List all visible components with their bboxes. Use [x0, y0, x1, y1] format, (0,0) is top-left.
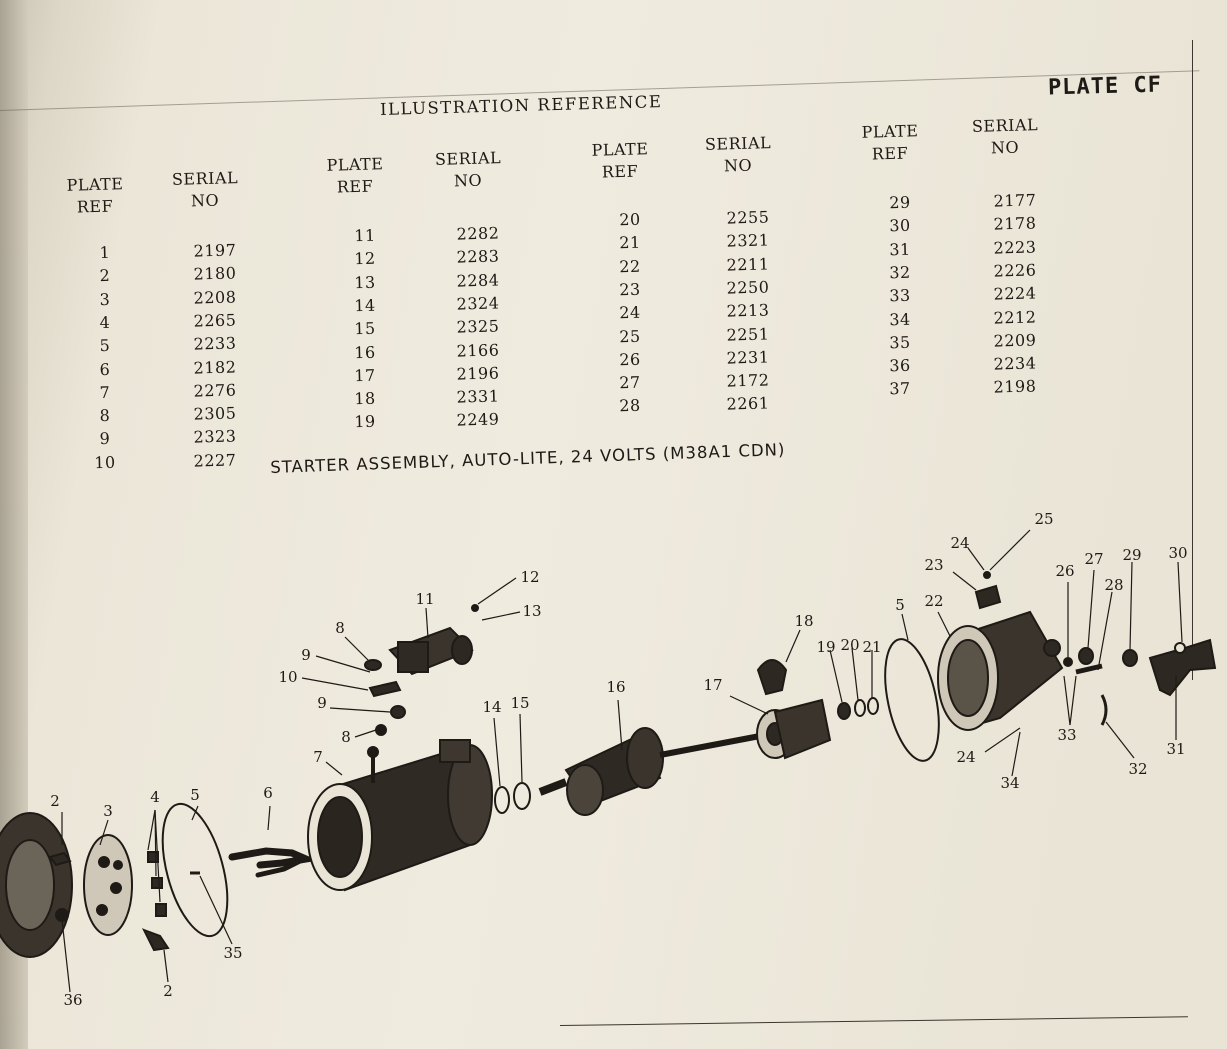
serial-no-cell: 2265 — [193, 310, 237, 331]
serial-no-header: NO — [190, 190, 220, 211]
callout-number: 19 — [816, 638, 836, 656]
serial-no-header: NO — [453, 170, 483, 191]
callout-number: 25 — [1034, 510, 1054, 528]
callout-number: 3 — [103, 802, 113, 820]
serial-no-cell: 2182 — [193, 356, 237, 378]
callout-number: 12 — [520, 568, 540, 586]
plate-ref-header: PLATE — [591, 139, 649, 160]
callout-number: 18 — [794, 612, 814, 630]
field-frame-drawing — [308, 740, 492, 890]
plate-ref-cell: 5 — [99, 336, 111, 356]
plate-ref-cell: 12 — [354, 249, 376, 269]
drive-assembly-drawing — [757, 700, 830, 758]
serial-no-header: SERIAL — [971, 115, 1039, 136]
plate-ref-cell: 2 — [99, 266, 111, 286]
serial-no-cell: 2276 — [193, 380, 237, 401]
callout-number: 7 — [313, 748, 323, 766]
armature-drawing — [540, 728, 760, 815]
serial-no-header: SERIAL — [171, 168, 239, 189]
serial-no-cell: 2197 — [193, 240, 237, 261]
serial-no-cell: 2227 — [193, 450, 237, 471]
serial-no-cell: 2324 — [456, 293, 500, 314]
plate-ref-cell: 31 — [889, 239, 911, 259]
serial-no-cell: 2283 — [456, 246, 500, 267]
plate-ref-cell: 24 — [619, 302, 641, 323]
plate-ref-cell: 4 — [99, 312, 111, 333]
plate-ref-cell: 18 — [354, 388, 376, 409]
serial-no-cell: 2209 — [993, 330, 1037, 351]
plate-ref-cell: 6 — [99, 359, 111, 379]
callout-number: 20 — [840, 636, 860, 654]
serial-no-cell: 2249 — [456, 409, 500, 430]
brush-plate-drawing — [84, 835, 132, 935]
plate-ref-cell: 8 — [99, 405, 111, 426]
callout-number: 13 — [522, 602, 542, 620]
serial-no-cell: 2212 — [993, 306, 1037, 328]
callout-number: 5 — [190, 786, 200, 804]
plate-ref-cell: 13 — [354, 272, 376, 292]
plate-ref-cell: 20 — [619, 209, 641, 230]
plate-ref-cell: 3 — [99, 289, 111, 309]
callout-number: 8 — [335, 619, 345, 637]
serial-no-cell: 2166 — [456, 339, 500, 361]
gasket-ring-drawing — [150, 797, 239, 943]
serial-no-cell: 2234 — [993, 353, 1037, 374]
drive-housing-drawing — [938, 612, 1062, 730]
callout-number: 27 — [1084, 550, 1104, 568]
plate-ref-cell: 10 — [94, 452, 116, 472]
serial-no-cell: 2284 — [456, 270, 500, 291]
plate-ref-cell: 22 — [619, 256, 641, 276]
callout-number: 35 — [223, 944, 243, 962]
plate-ref-cell: 37 — [889, 379, 911, 399]
plate-ref-cell: 15 — [354, 318, 376, 339]
serial-no-cell: 2255 — [726, 207, 770, 228]
solenoid-drawing — [365, 605, 478, 735]
serial-no-cell: 2226 — [993, 260, 1037, 281]
serial-no-cell: 2321 — [726, 230, 770, 251]
plate-ref-header: REF — [871, 143, 909, 164]
callout-number: 26 — [1055, 562, 1075, 580]
plate-ref-cell: 14 — [354, 295, 376, 316]
serial-no-header: NO — [723, 155, 753, 176]
plate-ref-cell: 35 — [889, 332, 911, 353]
plate-ref-cell: 23 — [619, 279, 641, 300]
plate-ref-cell: 36 — [889, 355, 911, 376]
serial-no-cell: 2172 — [726, 370, 770, 391]
serial-no-cell: 2213 — [726, 300, 770, 321]
callout-number: 29 — [1122, 546, 1142, 564]
plate-ref-cell: 19 — [354, 412, 376, 432]
callout-number: 36 — [63, 991, 83, 1009]
page-title: ILLUSTRATION REFERENCE — [379, 92, 663, 119]
callout-number: 15 — [510, 694, 530, 712]
starter-exploded-diagram — [0, 500, 1227, 1049]
callout-number: 31 — [1166, 740, 1186, 758]
callout-number: 23 — [924, 556, 944, 574]
callout-number: 30 — [1168, 544, 1188, 562]
plate-ref-cell: 32 — [889, 262, 911, 283]
plate-ref-cell: 28 — [619, 396, 641, 416]
serial-no-cell: 2196 — [456, 363, 500, 384]
callout-number: 32 — [1128, 760, 1148, 778]
serial-no-cell: 2261 — [726, 393, 770, 414]
serial-no-cell: 2282 — [456, 223, 500, 244]
serial-no-cell: 2180 — [193, 263, 237, 284]
callout-number: 9 — [301, 646, 311, 664]
plate-ref-cell: 26 — [619, 349, 641, 370]
assembly-subtitle: STARTER ASSEMBLY, AUTO-LITE, 24 VOLTS (M38A1 CDN) — [270, 440, 786, 477]
callout-number: 34 — [1000, 774, 1020, 792]
serial-no-cell: 2224 — [993, 283, 1037, 304]
plate-ref-cell: 34 — [889, 309, 911, 329]
serial-no-cell: 2177 — [993, 190, 1037, 211]
serial-no-cell: 2178 — [993, 213, 1037, 234]
callout-number: 17 — [703, 676, 723, 694]
plate-ref-cell: 16 — [354, 342, 376, 362]
callout-number: 9 — [317, 694, 327, 712]
callout-number: 10 — [278, 668, 298, 686]
serial-no-cell: 2250 — [726, 277, 770, 298]
serial-no-cell: 2208 — [193, 287, 237, 308]
plate-ref-cell: 27 — [619, 372, 641, 393]
plate-ref-cell: 17 — [354, 365, 376, 386]
plate-ref-cell: 7 — [99, 382, 111, 402]
plate-ref-cell: 9 — [99, 429, 111, 449]
callout-number: 5 — [895, 596, 905, 614]
plate-ref-header: REF — [336, 176, 374, 197]
serial-no-cell: 2325 — [456, 316, 500, 337]
serial-no-cell: 2233 — [193, 333, 237, 354]
callout-number: 21 — [862, 638, 882, 656]
callout-number: 24 — [950, 534, 970, 552]
plate-ref-cell: 29 — [889, 192, 911, 213]
callout-number: 2 — [50, 792, 60, 810]
serial-no-header: SERIAL — [434, 148, 502, 169]
plate-ref-header: REF — [601, 161, 639, 182]
serial-no-cell: 2223 — [993, 237, 1037, 258]
plate-ref-header: PLATE — [66, 174, 124, 195]
serial-no-cell: 2198 — [993, 376, 1037, 397]
plate-ref-header: PLATE — [326, 154, 384, 175]
callout-number: 14 — [482, 698, 502, 716]
plate-ref-cell: 11 — [354, 225, 376, 246]
serial-no-header: SERIAL — [704, 133, 772, 154]
callout-number: 8 — [341, 728, 351, 746]
plate-ref-cell: 25 — [619, 326, 641, 346]
plate-ref-cell: 30 — [889, 216, 911, 236]
plate-ref-cell: 33 — [889, 285, 911, 306]
callout-number: 28 — [1104, 576, 1124, 594]
serial-no-cell: 2251 — [726, 323, 770, 345]
callout-number: 16 — [606, 678, 626, 696]
serial-no-header: NO — [990, 137, 1020, 158]
callout-number: 2 — [163, 982, 173, 1000]
callout-number: 24 — [956, 748, 976, 766]
serial-no-cell: 2211 — [726, 254, 770, 275]
plate-ref-cell: 1 — [99, 242, 111, 263]
plate-ref-header: PLATE — [861, 121, 919, 142]
serial-no-cell: 2323 — [193, 426, 237, 447]
callout-number: 4 — [150, 788, 160, 806]
callout-number: 33 — [1057, 726, 1077, 744]
plate-ref-header: REF — [76, 196, 114, 217]
callout-number: 6 — [263, 784, 273, 802]
serial-no-cell: 2331 — [456, 386, 500, 407]
plate-ref-cell: 21 — [619, 233, 641, 253]
serial-no-cell: 2231 — [726, 347, 770, 368]
callout-number: 11 — [415, 590, 435, 608]
serial-no-cell: 2305 — [193, 403, 237, 424]
callout-number: 22 — [924, 592, 944, 610]
plate-label: PLATE CF — [1047, 72, 1163, 101]
